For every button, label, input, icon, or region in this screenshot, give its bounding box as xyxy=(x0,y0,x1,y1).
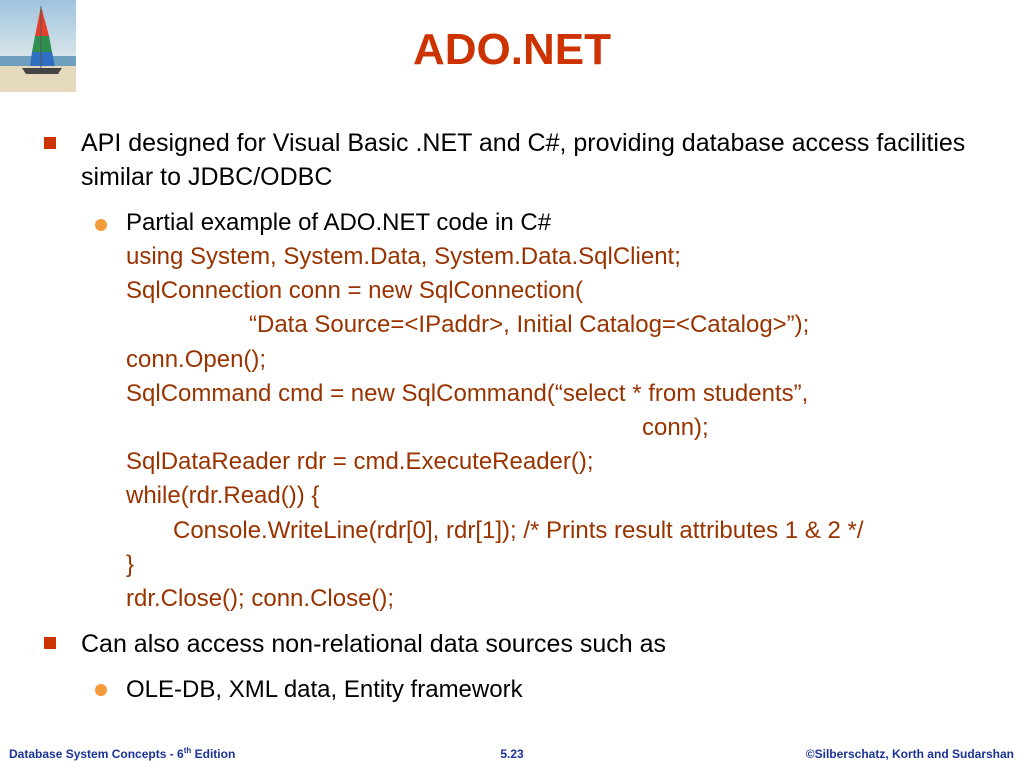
subbullet-text: Partial example of ADO.NET code in C# xyxy=(126,209,552,236)
square-bullet-icon xyxy=(44,137,56,149)
square-bullet-icon xyxy=(44,637,56,649)
footer-book-title: Database System Concepts - 6 xyxy=(9,747,184,761)
bullet-text: Can also access non-relational data sources such as xyxy=(81,630,667,658)
code-line: “Data Source=<IPaddr>, Initial Catalog=<Catalog>”); xyxy=(249,311,810,339)
code-line: Console.WriteLine(rdr[0], rdr[1]); /* Prints result attributes 1 & 2 */ xyxy=(173,516,864,544)
round-bullet-icon xyxy=(95,219,107,231)
code-line: conn); xyxy=(642,413,709,441)
footer-copyright: ©Silberschatz, Korth and Sudarshan xyxy=(805,747,1014,761)
round-bullet-icon xyxy=(95,684,107,696)
footer-page-number: 5.23 xyxy=(500,747,524,761)
code-line: } xyxy=(126,550,135,578)
code-line: SqlCommand cmd = new SqlCommand(“select * from students”, xyxy=(126,379,809,407)
code-block xyxy=(126,240,1006,616)
code-line: while(rdr.Read()) { xyxy=(126,482,320,510)
subbullet-text: OLE-DB, XML data, Entity framework xyxy=(126,676,523,703)
code-line: rdr.Close(); conn.Close(); xyxy=(126,584,395,612)
footer-edition-label: Edition xyxy=(191,747,236,761)
code-line: SqlConnection conn = new SqlConnection( xyxy=(126,277,583,305)
footer-edition-sup: th xyxy=(183,746,192,755)
slide-title: ADO.NET xyxy=(413,25,611,74)
code-line: SqlDataReader rdr = cmd.ExecuteReader(); xyxy=(126,448,594,476)
bullet-text: API designed for Visual Basic .NET and C#, providing database access facilities similar to JDBC/ODBC xyxy=(81,129,966,191)
code-line: using System, System.Data, System.Data.SqlClient; xyxy=(126,243,681,270)
code-line: conn.Open(); xyxy=(126,345,267,373)
